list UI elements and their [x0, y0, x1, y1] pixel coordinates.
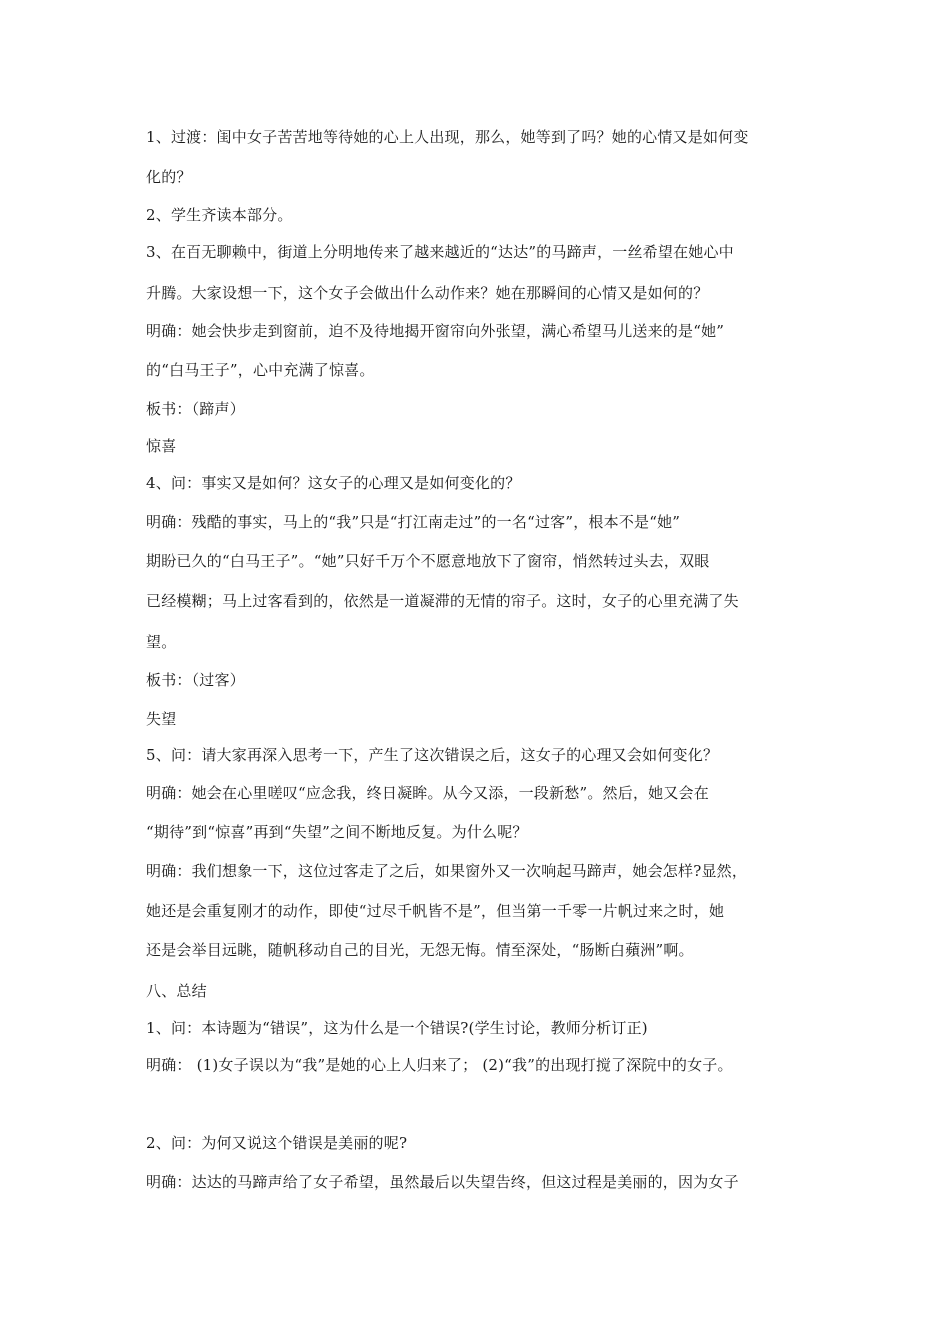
text-line: 化的？	[146, 168, 192, 186]
text-line: 2、问：为何又说这个错误是美丽的呢?	[146, 1134, 408, 1152]
text-line: “期待”到“惊喜”再到“失望”之间不断地反复。为什么呢？	[146, 823, 528, 841]
section-heading: 八、总结	[146, 982, 207, 1000]
board-note-value: 惊喜	[146, 437, 177, 455]
text-line: 明确：达达的马蹄声给了女子希望，虽然最后以失望告终，但这过程是美丽的，因为女子	[146, 1173, 739, 1191]
text-line: 升腾。大家设想一下，这个女子会做出什么动作来？她在那瞬间的心情又是如何的？	[146, 284, 709, 302]
text-line: 明确：我们想象一下，这位过客走了之后，如果窗外又一次响起马蹄声，她会怎样?显然，	[146, 862, 748, 880]
board-note-label: 板书：（蹄声）	[146, 400, 245, 418]
text-line: 已经模糊；马上过客看到的，依然是一道凝滞的无情的帘子。这时，女子的心里充满了失	[146, 592, 739, 610]
text-line: 她还是会重复刚才的动作，即使“过尽千帆皆不是”，但当第一千零一片帆过来之时，她	[146, 902, 725, 920]
text-line: 明确：残酷的事实，马上的“我”只是“打江南走过”的一名“过客”，根本不是“她”	[146, 513, 681, 531]
text-line: 4、问：事实又是如何？这女子的心理又是如何变化的？	[146, 474, 521, 492]
text-line: 2、学生齐读本部分。	[146, 206, 293, 224]
text-line: 望。	[146, 633, 177, 651]
board-note-label: 板书：（过客）	[146, 671, 245, 689]
text-line: 3、在百无聊赖中，街道上分明地传来了越来越近的“达达”的马蹄声，一丝希望在她心中	[146, 243, 734, 261]
board-note-value: 失望	[146, 710, 177, 728]
text-line: 还是会举目远眺，随帆移动自己的目光，无怨无悔。情至深处，“肠断白蘋洲”啊。	[146, 941, 694, 959]
text-line: 明确：她会快步走到窗前，迫不及待地揭开窗帘向外张望，满心希望马儿送来的是“她”	[146, 322, 725, 340]
text-line: 5、问：请大家再深入思考一下，产生了这次错误之后，这女子的心理又会如何变化？	[146, 746, 719, 764]
text-line: 1、过渡：闺中女子苦苦地等待她的心上人出现，那么，她等到了吗？她的心情又是如何变	[146, 128, 749, 146]
text-line: 明确：她会在心里嗟叹“应念我，终日凝眸。从今又添，一段新愁”。然后，她又会在	[146, 784, 709, 802]
text-line: 期盼已久的“白马王子”。“她”只好千万个不愿意地放下了窗帘，悄然转过头去，双眼	[146, 552, 710, 570]
text-line: 明确： (1)女子误以为“我”是她的心上人归来了； (2)“我”的出现打搅了深院中的女子。	[146, 1056, 733, 1074]
text-line: 的“白马王子”，心中充满了惊喜。	[146, 361, 375, 379]
text-line: 1、问：本诗题为“错误”，这为什么是一个错误?(学生讨论，教师分析订正)	[146, 1019, 648, 1037]
